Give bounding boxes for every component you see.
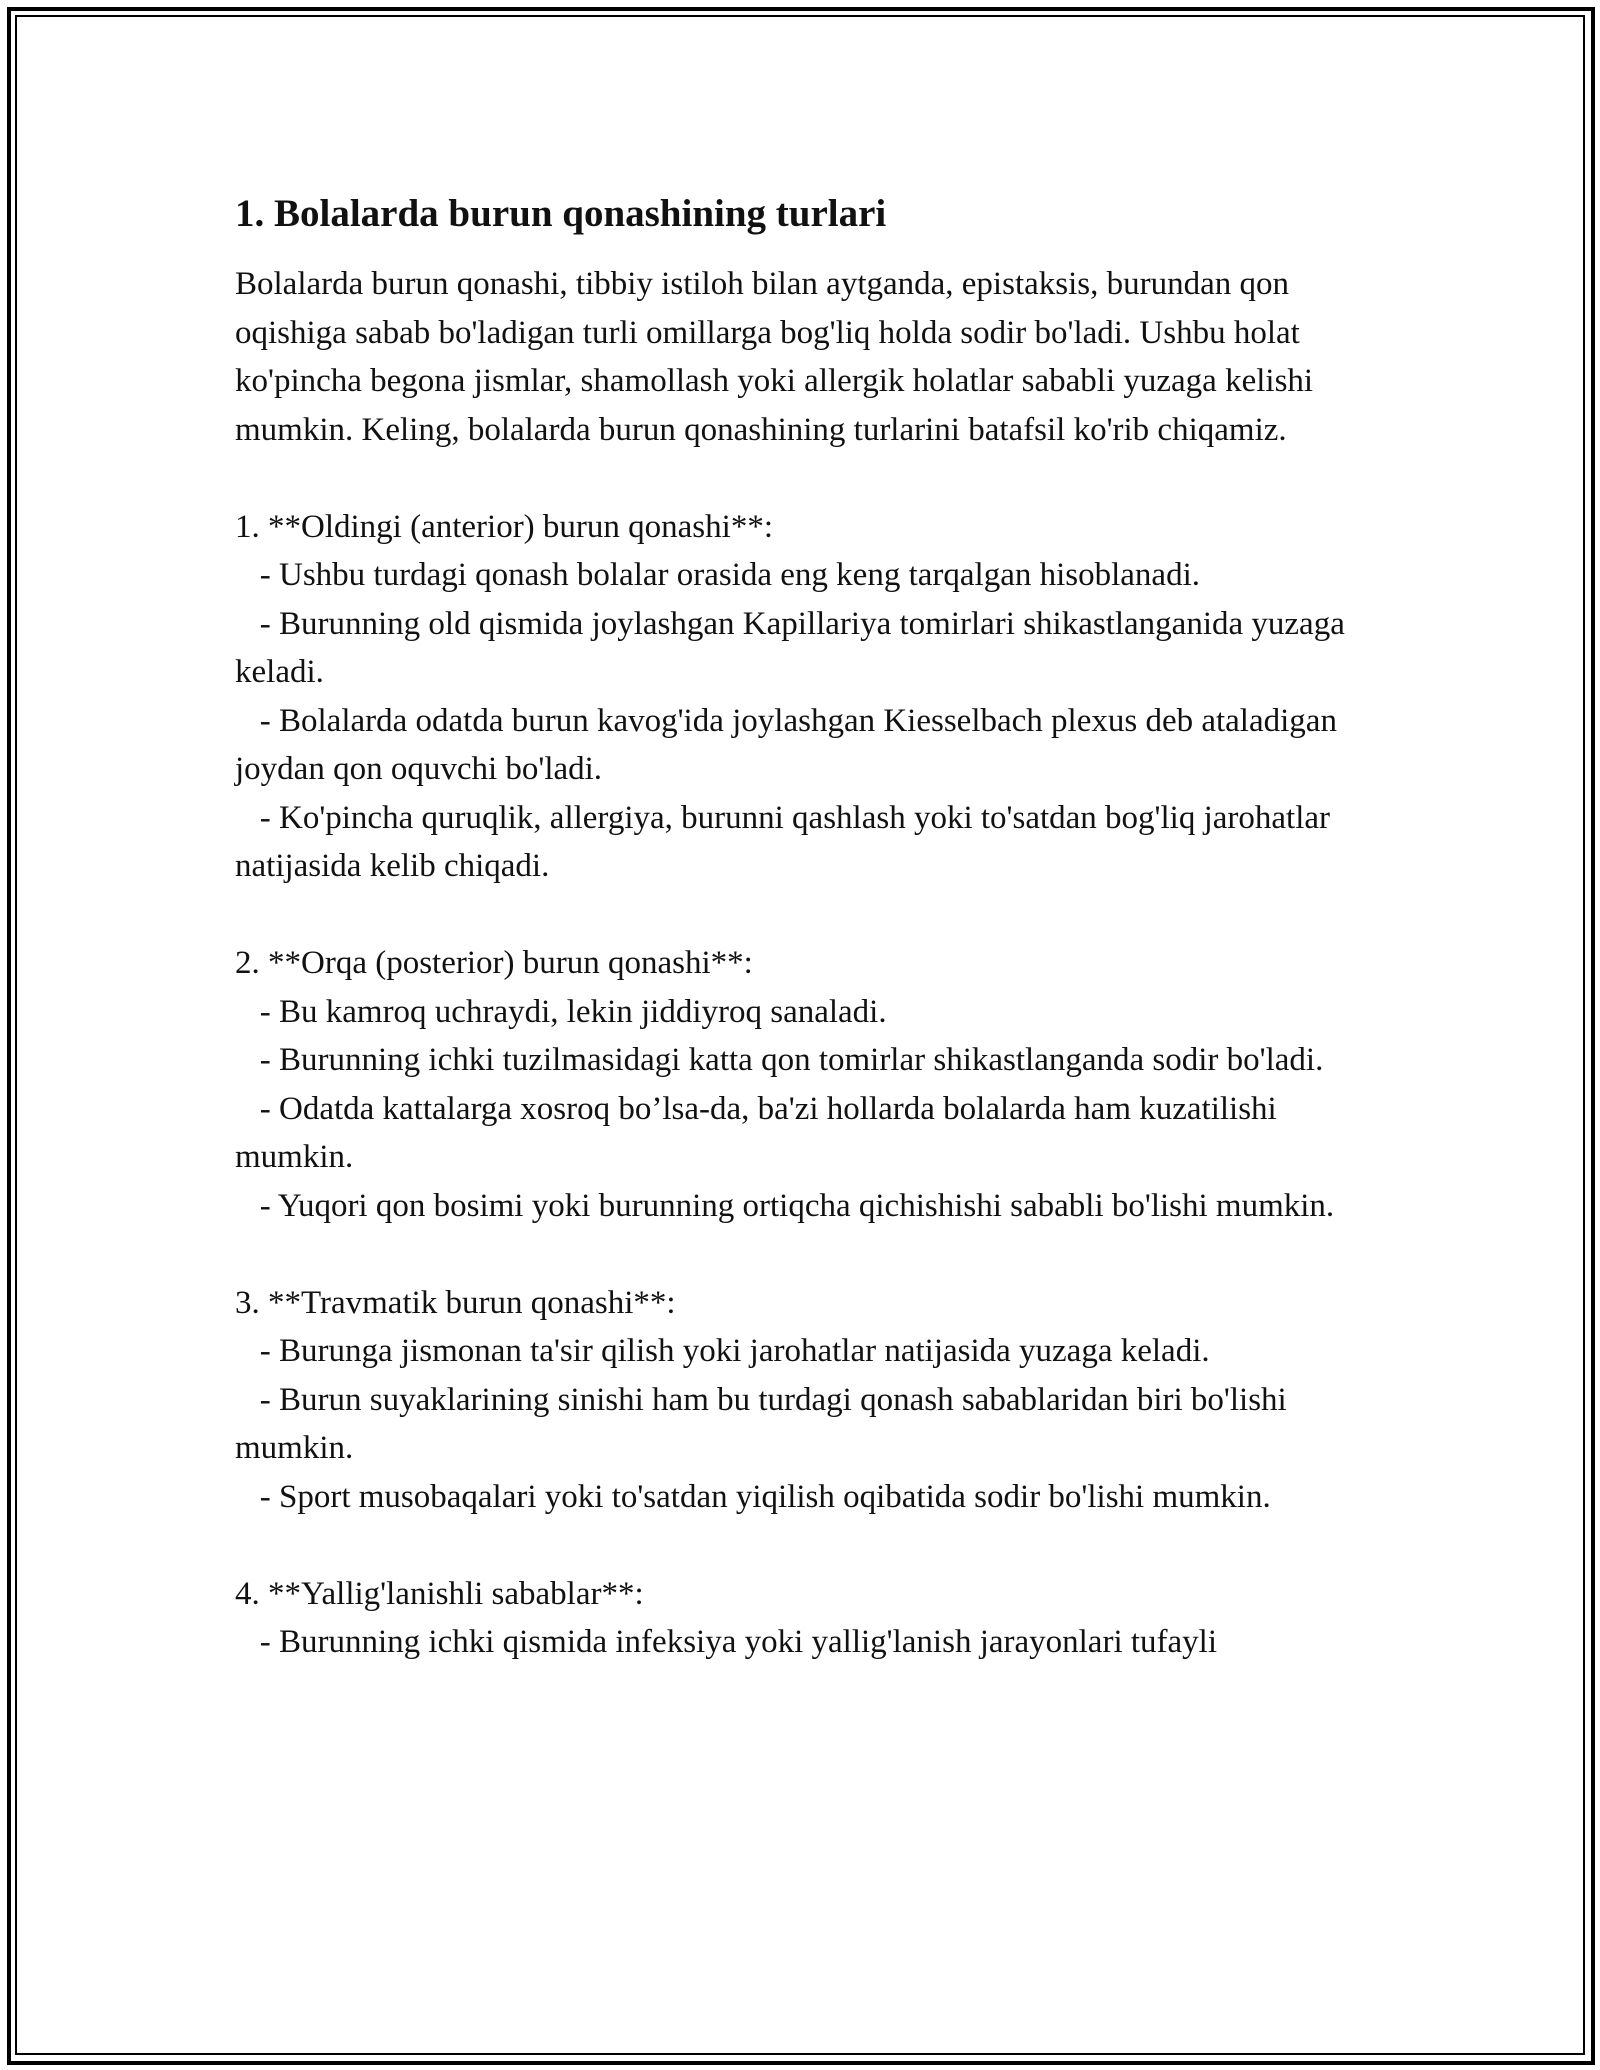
section-heading: 2. **Orqa (posterior) burun qonashi**: (235, 945, 753, 981)
list-item: - Bu kamroq uchraydi, lekin jiddiyroq sanaladi. (235, 993, 887, 1030)
section-heading: 3. **Travmatik burun qonashi**: (235, 1284, 676, 1321)
section-anterior (235, 503, 1375, 891)
section-posterior (235, 939, 1375, 1230)
list-item: - Ushbu turdagi qonash bolalar orasida eng keng tarqalgan hisoblanadi. (235, 557, 1200, 593)
section-inflammatory (235, 1570, 1375, 1667)
list-item: - Burun suyaklarining sinishi ham bu turdagi qonash sabablaridan biri bo'lishi mumkin. (235, 1381, 1295, 1466)
list-item: - Yuqori qon bosimi yoki burunning ortiqcha qichishishi sababli bo'lishi mumkin. (235, 1187, 1335, 1224)
list-item: - Sport musobaqalari yoki to'satdan yiqilish oqibatida sodir bo'lishi mumkin. (235, 1478, 1271, 1515)
list-item: - Burunning old qismida joylashgan Kapillariya tomirlari shikastlanganida yuzaga keladi. (235, 605, 1354, 690)
list-item: - Ko'pincha quruqlik, allergiya, burunni qashlash yoki to'satdan bog'liq jarohatlar natijasida kelib chiqadi. (235, 799, 1339, 884)
list-item: - Burunning ichki tuzilmasidagi katta qon tomirlar shikastlanganda sodir bo'ladi. (235, 1042, 1324, 1078)
intro-paragraph: Bolalarda burun qonashi, tibbiy istiloh bilan aytganda, epistaksis, burundan qon oqishiga sabab bo'ladigan turli omillarga bog'liq holda sodir bo'ladi. Ushbu holat ko'pincha begona jismlar, shamollash yoki allergik holatlar sababli yuzaga kelishi mumkin. Keling, bolalarda burun qonashining turlarini batafsil ko'rib chiqamiz. (235, 266, 1314, 448)
section-heading: 4. **Yallig'lanishli sabablar**: (235, 1575, 644, 1612)
page-title: 1. Bolalarda burun qonashining turlari (235, 192, 887, 235)
list-item: - Burunning ichki qismida infeksiya yoki yallig'lanish jarayonlari tufayli (235, 1624, 1218, 1660)
section-heading: 1. **Oldingi (anterior) burun qonashi**: (235, 508, 773, 545)
list-item: - Burunga jismonan ta'sir qilish yoki jarohatlar natijasida yuzaga keladi. (235, 1333, 1210, 1369)
section-traumatic (235, 1279, 1375, 1522)
document-body (235, 188, 1375, 1667)
list-item: - Odatda kattalarga xosroq bo’lsa-da, ba'zi hollarda bolalarda ham kuzatilishi mumkin. (235, 1090, 1285, 1175)
list-item: - Bolalarda odatda burun kavog'ida joylashgan Kiesselbach plexus deb ataladigan joydan qon oquvchi bo'ladi. (235, 702, 1346, 787)
